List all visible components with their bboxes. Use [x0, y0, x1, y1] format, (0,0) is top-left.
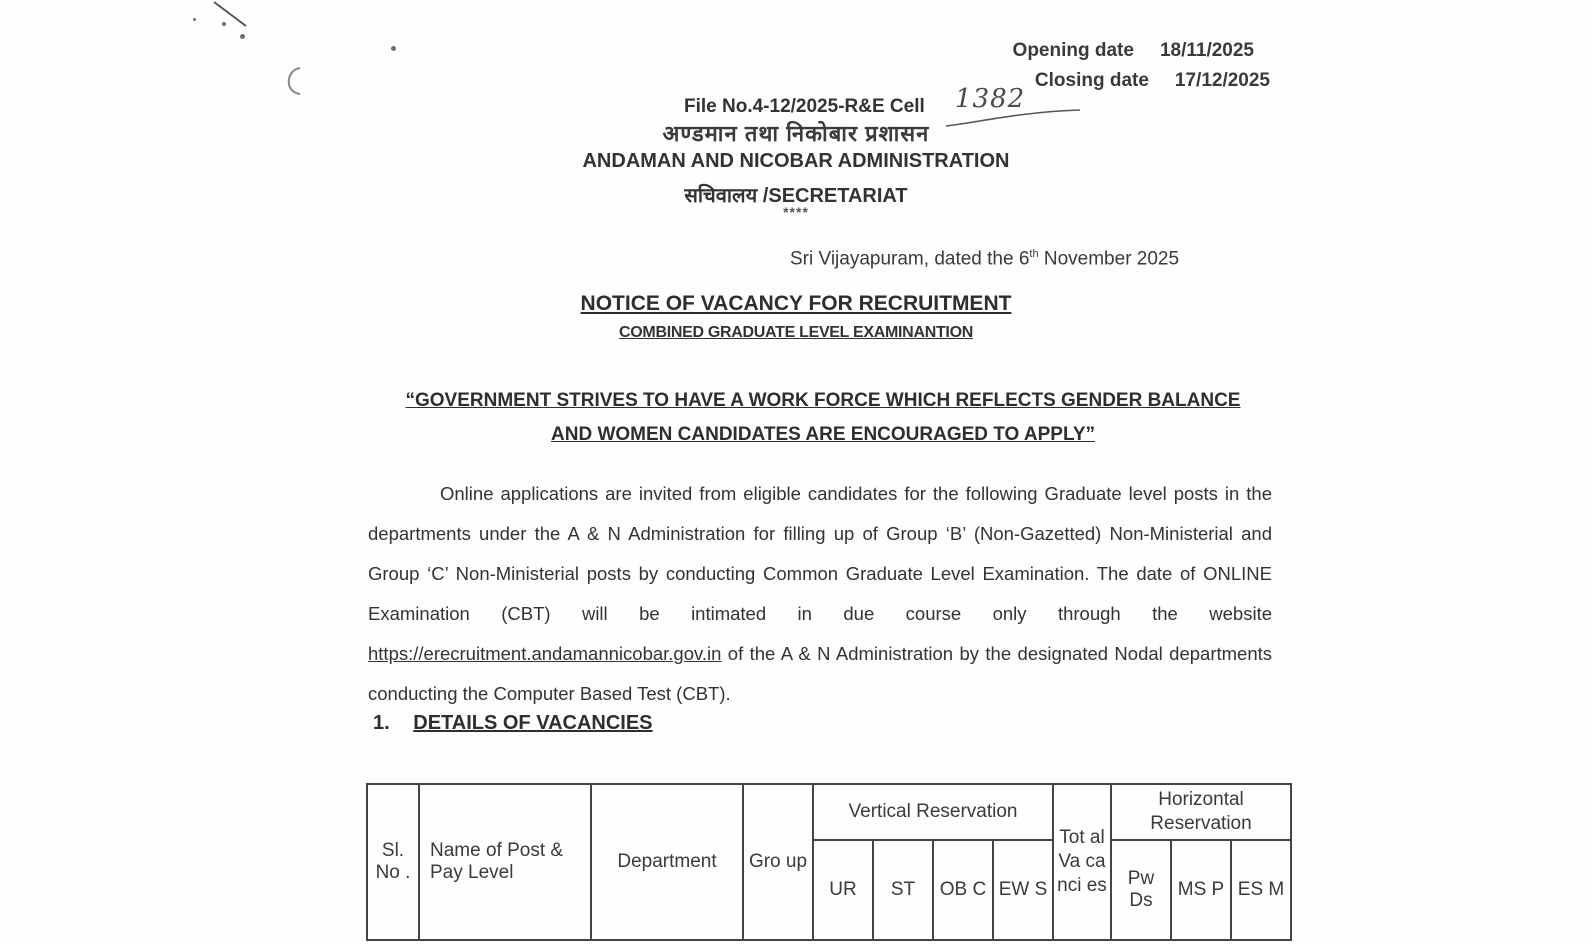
handwritten-number: 1382: [955, 84, 1026, 114]
separator: ****: [783, 204, 809, 220]
scan-mark: [210, 0, 250, 30]
administration-title: ANDAMAN AND NICOBAR ADMINISTRATION: [582, 150, 1010, 172]
scan-speck: [193, 18, 196, 21]
dated-line: [790, 248, 1179, 270]
header-obc: OB C: [933, 840, 993, 940]
header-msp: MS P: [1171, 840, 1231, 940]
scan-speck: [240, 34, 245, 39]
header-horizontal-reservation: Horizontal Reservation: [1111, 784, 1291, 840]
dated-superscript: th: [1029, 248, 1039, 260]
header-ur: UR: [813, 840, 873, 940]
notice-title: NOTICE OF VACANCY FOR RECRUITMENT: [580, 292, 1012, 315]
quote-line-2: AND WOMEN CANDIDATES ARE ENCOURAGED TO APPLY”: [551, 424, 1095, 445]
header-group: Gro up: [743, 784, 813, 940]
hindi-secretariat: सचिवालय: [684, 185, 758, 207]
paragraph-text: of the A & N Administration by the designated Nodal departments conducting the Computer Based Test (CBT).: [368, 643, 1272, 704]
notice-subtitle: COMBINED GRADUATE LEVEL EXAMINANTION: [619, 324, 973, 341]
dated-suffix: November 2025: [1038, 248, 1180, 270]
dated-prefix: Sri Vijayapuram, dated the 6: [790, 248, 1030, 270]
quote-line-1: “GOVERNMENT STRIVES TO HAVE A WORK FORCE WHICH REFLECTS GENDER BALANCE: [405, 390, 1241, 411]
section-heading: [373, 712, 653, 735]
header-vertical-reservation: Vertical Reservation: [813, 784, 1053, 840]
opening-date-row: [965, 40, 1270, 70]
recruitment-website-link[interactable]: https://erecruitment.andamannicobar.gov.in: [368, 643, 722, 664]
header-ews: EW S: [993, 840, 1053, 940]
header-st: ST: [873, 840, 933, 940]
header-sl-no: Sl. No .: [367, 784, 419, 940]
file-number: File No.4-12/2025-R&E Cell: [684, 96, 925, 117]
gender-balance-statement: [383, 384, 1263, 452]
scan-speck: [391, 46, 396, 51]
header-total-vacancies: Tot al Va ca nci es: [1053, 784, 1111, 940]
closing-date-value: 17/12/2025: [1174, 70, 1270, 91]
header-pwd: Pw Ds: [1111, 840, 1171, 940]
opening-date-label: Opening date: [1012, 40, 1134, 61]
header-esm: ES M: [1231, 840, 1291, 940]
section-title: DETAILS OF VACANCIES: [413, 712, 653, 734]
vacancy-table: [366, 783, 1292, 941]
section-number: 1.: [373, 712, 390, 734]
scan-mark: [282, 64, 306, 98]
header-post-name: Name of Post & Pay Level: [419, 784, 591, 940]
intro-paragraph: [368, 474, 1272, 714]
closing-date-label: Closing date: [1034, 70, 1149, 91]
opening-date-value: 18/11/2025: [1159, 40, 1254, 61]
paragraph-text: Online applications are invited from eligible candidates for the following Graduate level posts in the departments under the A & N Administration for filling up of Group ‘B’ (Non-Gazetted) Non-Ministerial and Group ‘C’ Non-Ministerial posts by conducting Common Graduate Level Examination. The date of ONLINE Examination (CBT) will be intimated in due course only through the website: [368, 483, 1272, 624]
header-department: Department: [591, 784, 743, 940]
hindi-administration-title: अण्डमान तथा निकोबार प्रशासन: [662, 121, 930, 146]
secretariat: /SECRETARIAT: [762, 185, 908, 207]
